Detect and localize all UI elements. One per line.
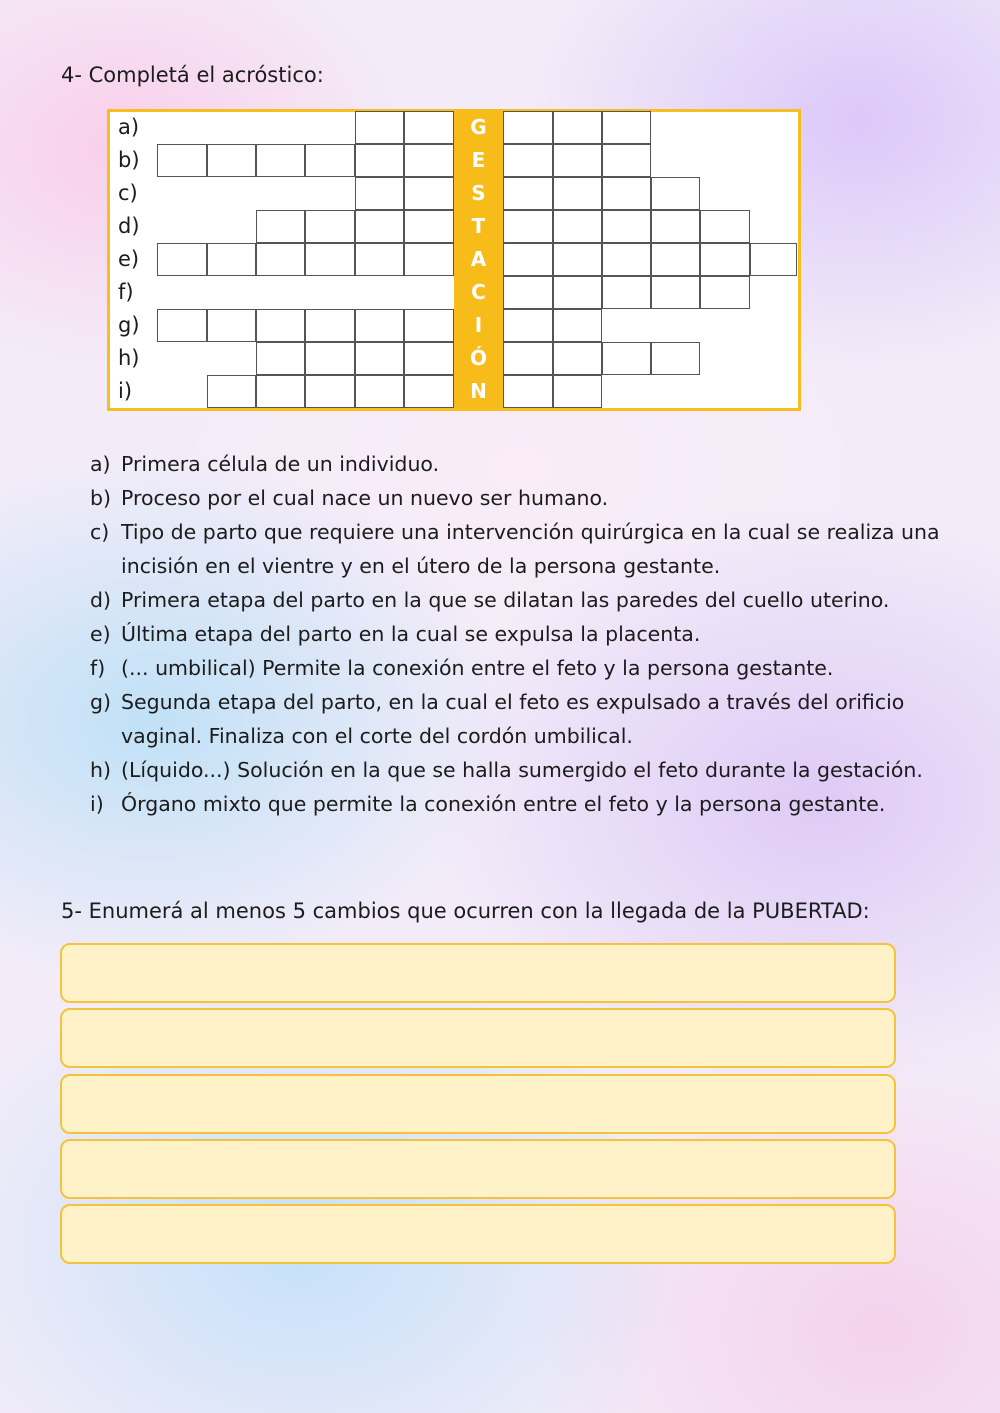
acrostic-cell[interactable] <box>157 243 207 276</box>
acrostic-cell[interactable] <box>256 243 305 276</box>
acrostic-cell[interactable] <box>553 243 602 276</box>
acrostic-row-label: e) <box>118 247 140 271</box>
acrostic-cell[interactable] <box>553 375 602 408</box>
clue-item: h) (Líquido...) Solución en la que se halla sumergido el feto durante la gestación. <box>90 758 923 782</box>
acrostic-cell[interactable] <box>503 243 553 276</box>
clue-item: i) Órgano mixto que permite la conexión entre el feto y la persona gestante. <box>90 792 886 816</box>
section-4-heading: 4- Completá el acróstico: <box>61 63 324 87</box>
acrostic-cell[interactable] <box>503 111 553 144</box>
answer-box-1[interactable] <box>60 943 896 1003</box>
answer-box-5[interactable] <box>60 1204 896 1264</box>
answer-box-2[interactable] <box>60 1008 896 1068</box>
acrostic-cell[interactable] <box>305 342 355 375</box>
acrostic-cell[interactable] <box>602 111 651 144</box>
acrostic-cell[interactable] <box>305 144 355 177</box>
acrostic-cell[interactable] <box>256 210 305 243</box>
clue-item: b) Proceso por el cual nace un nuevo ser humano. <box>90 486 609 510</box>
acrostic-cell[interactable] <box>404 144 454 177</box>
acrostic-cell[interactable] <box>404 210 454 243</box>
acrostic-cell[interactable] <box>651 276 700 309</box>
acrostic-cell[interactable] <box>305 375 355 408</box>
keyword-letter: E <box>471 148 486 172</box>
acrostic-cell[interactable] <box>256 375 305 408</box>
acrostic-cell[interactable] <box>700 243 750 276</box>
acrostic-cell[interactable] <box>602 276 651 309</box>
acrostic-cell[interactable] <box>602 342 651 375</box>
acrostic-cell[interactable] <box>553 111 602 144</box>
acrostic-cell[interactable] <box>256 342 305 375</box>
acrostic-row-label: h) <box>118 346 140 370</box>
clue-item: e) Última etapa del parto en la cual se expulsa la placenta. <box>90 622 701 646</box>
acrostic-cell[interactable] <box>207 243 256 276</box>
acrostic-cell[interactable] <box>404 342 454 375</box>
answer-box-3[interactable] <box>60 1074 896 1134</box>
acrostic-cell[interactable] <box>305 243 355 276</box>
acrostic-row-label: i) <box>118 379 133 403</box>
acrostic-cell[interactable] <box>305 309 355 342</box>
acrostic-cell[interactable] <box>404 309 454 342</box>
acrostic-cell[interactable] <box>355 144 404 177</box>
keyword-letter: A <box>470 247 487 271</box>
acrostic-cell[interactable] <box>256 309 305 342</box>
acrostic-cell[interactable] <box>404 177 454 210</box>
clue-list <box>90 447 950 821</box>
acrostic-cell[interactable] <box>651 210 700 243</box>
acrostic-cell[interactable] <box>355 309 404 342</box>
acrostic-cell[interactable] <box>355 243 404 276</box>
acrostic-row-label: f) <box>118 280 134 304</box>
acrostic-row-label: g) <box>118 313 140 337</box>
acrostic-cell[interactable] <box>256 144 305 177</box>
acrostic-cell[interactable] <box>651 177 700 210</box>
acrostic-cell[interactable] <box>700 210 750 243</box>
acrostic-cell[interactable] <box>157 309 207 342</box>
acrostic-cell[interactable] <box>503 276 553 309</box>
acrostic-row-label: c) <box>118 181 138 205</box>
clue-item: f) (... umbilical) Permite la conexión entre el feto y la persona gestante. <box>90 656 834 680</box>
acrostic-row-label: d) <box>118 214 140 238</box>
acrostic-row-label: a) <box>118 115 140 139</box>
keyword-letter: T <box>471 214 486 238</box>
acrostic-cell[interactable] <box>207 144 256 177</box>
acrostic-cell[interactable] <box>207 375 256 408</box>
answer-list <box>60 943 896 1269</box>
acrostic-cell[interactable] <box>700 276 750 309</box>
acrostic-cell[interactable] <box>404 243 454 276</box>
acrostic-cell[interactable] <box>305 210 355 243</box>
acrostic-cell[interactable] <box>750 243 797 276</box>
acrostic-cell[interactable] <box>355 111 404 144</box>
acrostic-cell[interactable] <box>355 342 404 375</box>
keyword-letter: G <box>470 115 487 139</box>
acrostic-cell[interactable] <box>651 243 700 276</box>
acrostic-cell[interactable] <box>503 144 553 177</box>
keyword-letter: N <box>470 379 487 403</box>
acrostic-cell[interactable] <box>355 375 404 408</box>
acrostic-cell[interactable] <box>553 276 602 309</box>
acrostic-cell[interactable] <box>651 342 700 375</box>
acrostic-cell[interactable] <box>553 144 602 177</box>
clue-item: a) Primera célula de un individuo. <box>90 452 440 476</box>
keyword-letter: C <box>471 280 486 304</box>
acrostic-cell[interactable] <box>553 177 602 210</box>
acrostic-cell[interactable] <box>602 144 651 177</box>
acrostic-cell[interactable] <box>503 309 553 342</box>
clue-item: c) Tipo de parto que requiere una intervención quirúrgica en la cual se realiza una incisión en el vientre y en el útero de la persona gestante. <box>90 520 940 578</box>
acrostic-cell[interactable] <box>553 210 602 243</box>
acrostic-cell[interactable] <box>602 210 651 243</box>
acrostic-cell[interactable] <box>207 309 256 342</box>
acrostic-cell[interactable] <box>404 111 454 144</box>
acrostic-cell[interactable] <box>503 375 553 408</box>
clue-item: d) Primera etapa del parto en la que se dilatan las paredes del cuello uterino. <box>90 588 890 612</box>
keyword-letter: S <box>471 181 486 205</box>
acrostic-cell[interactable] <box>157 144 207 177</box>
acrostic-cell[interactable] <box>602 243 651 276</box>
acrostic-cell[interactable] <box>602 177 651 210</box>
answer-box-4[interactable] <box>60 1139 896 1199</box>
acrostic-row-label: b) <box>118 148 140 172</box>
acrostic-cell[interactable] <box>503 177 553 210</box>
acrostic-cell[interactable] <box>355 177 404 210</box>
acrostic-cell[interactable] <box>404 375 454 408</box>
keyword-letter: Ó <box>469 346 487 370</box>
acrostic-cell[interactable] <box>503 342 553 375</box>
keyword-letter: I <box>474 313 483 337</box>
acrostic-cell[interactable] <box>503 210 553 243</box>
acrostic-cell[interactable] <box>553 342 602 375</box>
acrostic-cell[interactable] <box>553 309 602 342</box>
acrostic-cell[interactable] <box>355 210 404 243</box>
section-5-heading: 5- Enumerá al menos 5 cambios que ocurren con la llegada de la PUBERTAD: <box>61 899 870 923</box>
clue-item: g) Segunda etapa del parto, en la cual el feto es expulsado a través del orificio vaginal. Finaliza con el corte del cordón umbilical. <box>90 690 905 748</box>
